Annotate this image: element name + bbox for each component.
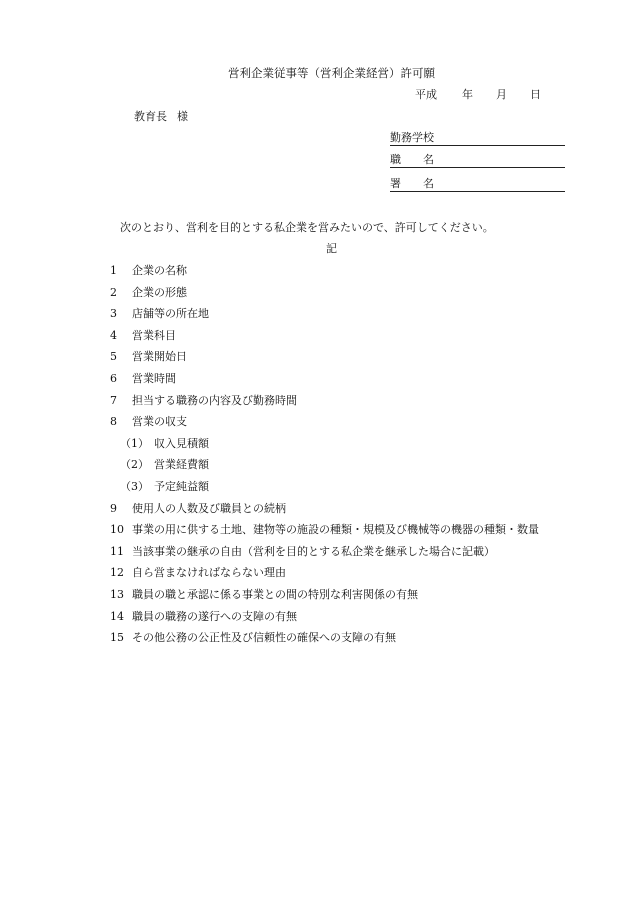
list-item xyxy=(110,523,539,545)
position-label: 職名 xyxy=(390,153,456,166)
ki-heading: 記 xyxy=(326,242,337,255)
addressee xyxy=(134,110,188,124)
item-label: 営業の収支 xyxy=(132,415,187,429)
item-number: （1） xyxy=(120,436,149,450)
item-label: 営業時間 xyxy=(132,371,176,385)
item-number: （2） xyxy=(120,458,149,472)
list-item xyxy=(110,545,539,567)
sub-list-item xyxy=(110,480,539,502)
item-label: 営業開始日 xyxy=(132,350,187,364)
list-item xyxy=(110,286,539,308)
item-number: 12 xyxy=(110,566,124,580)
date-year-label: 年 xyxy=(462,88,473,101)
list-item xyxy=(110,307,539,329)
item-label: その他公務の公正性及び信頼性の確保への支障の有無 xyxy=(132,631,396,645)
item-label: 使用人の人数及び職員との続柄 xyxy=(132,501,286,515)
item-number: 4 xyxy=(110,328,117,342)
list-item xyxy=(110,610,539,632)
addressee-honorific: 様 xyxy=(177,110,188,123)
item-number: 15 xyxy=(110,631,124,645)
item-label: 職員の職務の遂行への支障の有無 xyxy=(132,609,297,623)
addressee-name: 教育長 xyxy=(134,110,167,123)
list-item xyxy=(110,631,539,653)
request-text: 次のとおり、営利を目的とする私企業を営みたいので、許可してください。 xyxy=(120,221,494,234)
list-item xyxy=(110,566,539,588)
list-item xyxy=(110,415,539,437)
item-label: 事業の用に供する土地、建物等の施設の種類・規模及び機械等の機器の種類・数量 xyxy=(132,523,539,537)
item-label: 収入見積額 xyxy=(154,436,209,450)
sub-list-item xyxy=(110,437,539,459)
list-item xyxy=(110,502,539,524)
item-number: 6 xyxy=(110,371,117,385)
item-label: 職員の職と承認に係る事業との間の特別な利害関係の有無 xyxy=(132,587,418,601)
item-list xyxy=(110,264,539,653)
item-number: 14 xyxy=(110,609,124,623)
date-month-label: 月 xyxy=(496,88,507,101)
item-number: 11 xyxy=(110,544,124,558)
document-title: 営利企業従事等（営利企業経営）許可願 xyxy=(228,66,435,80)
signature-field[interactable] xyxy=(390,177,565,192)
item-number: 13 xyxy=(110,587,124,601)
list-item xyxy=(110,588,539,610)
item-number: 8 xyxy=(110,415,117,429)
item-number: 10 xyxy=(110,523,124,537)
item-number: 3 xyxy=(110,307,117,321)
item-label: 営業経費額 xyxy=(154,458,209,472)
item-label: 自ら営まなければならない理由 xyxy=(132,566,286,580)
school-field[interactable] xyxy=(390,131,565,146)
list-item xyxy=(110,329,539,351)
date-era: 平成 xyxy=(415,88,437,101)
signature-label: 署名 xyxy=(390,177,456,190)
item-number: 9 xyxy=(110,501,117,515)
list-item xyxy=(110,372,539,394)
item-number: 1 xyxy=(110,264,117,277)
item-label: 企業の名称 xyxy=(132,264,187,277)
item-number: 2 xyxy=(110,285,117,299)
school-label: 勤務学校 xyxy=(390,131,434,144)
list-item xyxy=(110,394,539,416)
item-label: 担当する職務の内容及び勤務時間 xyxy=(132,393,297,407)
item-label: 予定純益額 xyxy=(154,479,209,493)
item-number: 5 xyxy=(110,350,117,364)
item-label: 営業科目 xyxy=(132,328,176,342)
position-field[interactable] xyxy=(390,153,565,168)
date-day-label: 日 xyxy=(530,88,541,101)
item-number: 7 xyxy=(110,393,117,407)
item-label: 企業の形態 xyxy=(132,285,187,299)
list-item xyxy=(110,350,539,372)
list-item xyxy=(110,264,539,286)
item-label: 店舗等の所在地 xyxy=(132,307,209,321)
sub-list-item xyxy=(110,458,539,480)
item-label: 当該事業の継承の自由（営利を目的とする私企業を継承した場合に記載） xyxy=(132,544,495,558)
item-number: （3） xyxy=(120,479,149,493)
